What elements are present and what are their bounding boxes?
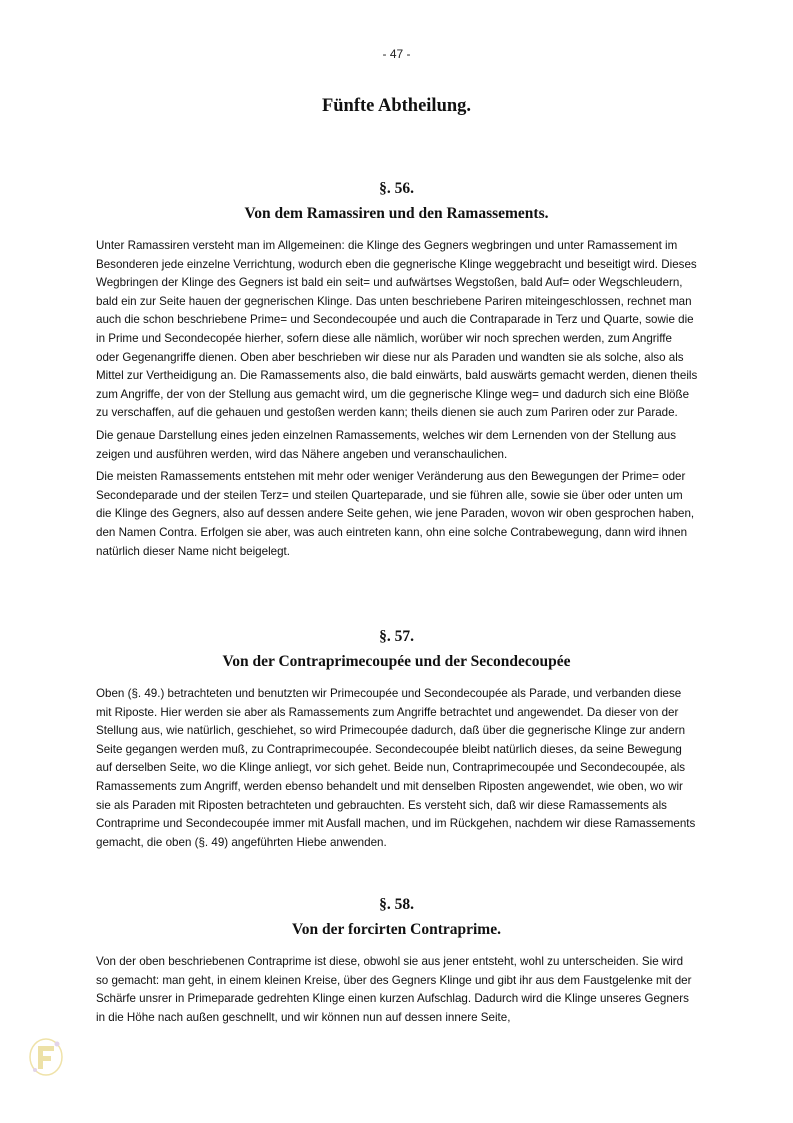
section-56-title: Von dem Ramassiren und den Ramassements.: [244, 205, 549, 222]
section-56-body: [96, 237, 698, 565]
section-58-body: [96, 953, 698, 1031]
section-56-paragraph-2: Die genaue Darstellung eines jeden einzelnen Ramassements, welches wir dem Lernenden von der Stellung aus zeigen und ausführen werden, wird das Nähere angeben und veranschaulichen.: [96, 428, 677, 461]
section-56-number: §. 56.: [379, 180, 414, 197]
section-57-paragraph-1: Oben (§. 49.) betrachteten und benutzten wir Primecoupée und Secondecoupée als Parade, und verbanden diese mit Riposte. Hier werden sie aber als Ramassements zum Angriffe betrachtet und angewendet. Da dieser von der Stellung aus, wie natürlich, geschiehet, so wird Primecoupée dadurch, daß über die gegnerische Klinge zur andern Seite gegangen werden muß, zu Contraprimecoupée. Secondecoupée bleibt natürlich dieses, da seine Bewegung auf derselben Seite, wo die Klinge anliegt, vor sich gehet. Beide nun, Contraprimecoupée und Secondecoupée, als Ramassements zum Angriff, werden ebenso behandelt und mit denselben Riposten angewendet, wie oben, wo wir sie als Paraden mit Riposten betrachteten und gebrauchten. Es versteht sich, daß wir diese Ramassements als Contraprime und Secondecoupée immer mit Ausfall machen, und im Rückgehen, nachdem wir diese Ramassements gemacht, die oben (§. 49) angeführten Hiebe anwenden.: [96, 687, 696, 849]
section-57-heading: [0, 626, 793, 673]
chapter-title: Fünfte Abtheilung.: [321, 96, 472, 116]
library-logo-icon: [27, 1036, 65, 1078]
section-56-paragraph-3: Die meisten Ramassements entstehen mit mehr oder weniger Veränderung aus den Bewegungen der Prime= oder Secondeparade und der steilen Terz= und steilen Quarteparade, und sie führen alle, sowie sie über oder unten um die Klinge des Gegners, also auf dessen andere Seite gehen, wie jene Paraden, wovon wir oben gesprochen haben, den Namen Contra. Erfolgen sie aber, was auch eintreten kann, ohn eine solche Contrabewegung, dann wird ihnen natürlich dieser Name nicht beigelegt.: [96, 470, 695, 558]
section-58-number: §. 58.: [379, 896, 414, 913]
section-57-number: §. 57.: [379, 628, 414, 645]
section-56-paragraph-1: Unter Ramassiren versteht man im Allgemeinen: die Klinge des Gegners wegbringen und unter Ramassement im Besonderen jede einzelne Verrichtung, wodurch eben die gegnerische Klinge weggebracht und beseitigt wird. Dieses Wegbringen der Klinge des Gegners ist bald ein seit= und aufwärtses Wegstoßen, bald Auf= oder Wegschleudern, bald ein zur Seite hauen der gegnerischen Klinge. Das unten beschriebene Pariren miteingeschlossen, rechnet man auch die schon beschriebene Prime= und Secondecoupée und auch die Contraparade in Terz und Quarte, sowie die in Prime und Secondecopée hierher, sofern diese alle nämlich, worüber wir noch sprechen werden, zum Angriffe oder Gegenangriffe dienen. Oben aber beschrieben wir diese nur als Paraden und wandten sie als solche, also als Mittel zur Vertheidigung an. Die Ramassements also, die bald einwärts, bald auswärts gemacht werden, dienen theils zum Angriffe, der von der Stellung aus gemacht wird, um die gegnerische Klinge weg= und dadurch sich eine Blöße zu verschaffen, auf die gehauen und gestoßen werden kann; theils dienen sie auch zum Pariren oder zur Parade.: [96, 239, 698, 420]
section-56-heading: [0, 178, 793, 225]
section-57-body: [96, 685, 698, 856]
section-58-heading: [0, 894, 793, 941]
section-58-title: Von der forcirten Contraprime.: [292, 921, 501, 938]
page-number: - 47 -: [382, 47, 411, 61]
section-58-paragraph-1: Von der oben beschriebenen Contraprime ist diese, obwohl sie aus jener entsteht, wohl zu unterscheiden. Sie wird so gemacht: man geht, in einem kleinen Kreise, über des Gegners Klinge und gibt ihr aus dem Faustgelenke mit der Schärfe unsrer in Primeparade gedrehten Klinge einen kurzen Aufschlag. Dadurch wird die Klinge unseres Gegners in die Höhe nach außen geschnellt, und wir können nun auf dessen innere Seite,: [96, 955, 692, 1024]
section-57-title: Von der Contraprimecoupée und der Secondecoupée: [222, 653, 571, 670]
